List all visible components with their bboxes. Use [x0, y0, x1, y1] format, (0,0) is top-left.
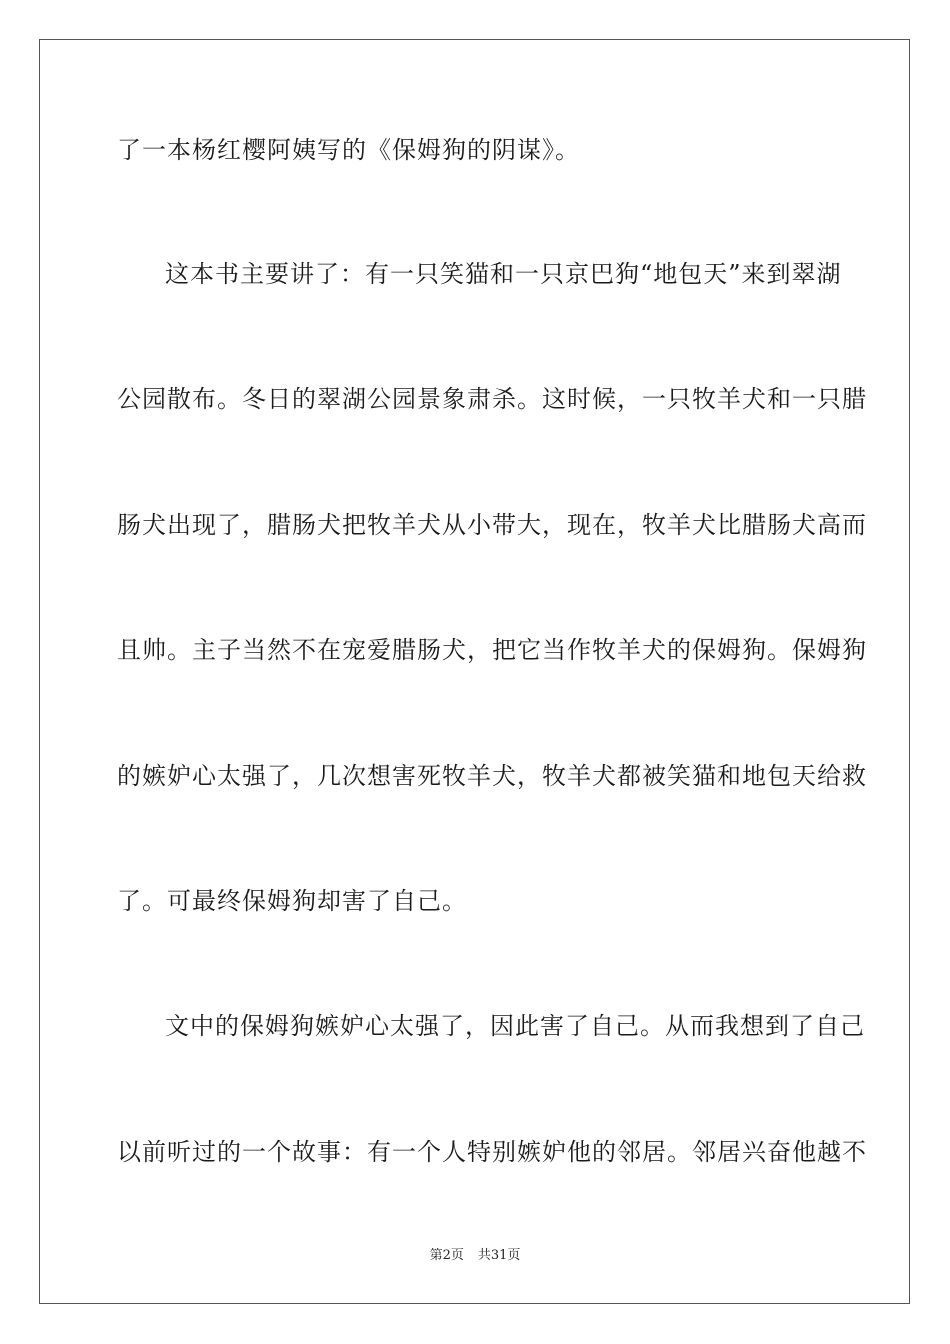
text-line: 且帅。主子当然不在宠爱腊肠犬，把它当作牧羊犬的保姆狗。保姆狗 [117, 636, 867, 664]
text-line: 公园散布。冬日的翠湖公园景象肃杀。这时候，一只牧羊犬和一只腊 [117, 385, 867, 413]
text-line: 的嫉妒心太强了，几次想害死牧羊犬，牧羊犬都被笑猫和地包天给救 [117, 762, 867, 790]
text-line: 肠犬出现了，腊肠犬把牧羊犬从小带大，现在，牧羊犬比腊肠犬高而 [117, 511, 867, 539]
page-footer [0, 1247, 950, 1265]
total-pages: 共31页 [477, 1248, 521, 1263]
text-line: 了。可最终保姆狗却害了自己。 [117, 887, 467, 915]
text-line: 以前听过的一个故事：有一个人特别嫉妒他的邻居。邻居兴奋他越不 [117, 1138, 867, 1166]
page-border [39, 39, 910, 1304]
paragraph-start-line: 文中的保姆狗嫉妒心太强了，因此害了自己。从而我想到了自己 [165, 1012, 865, 1040]
paragraph-start-line: 这本书主要讲了：有一只笑猫和一只京巴狗“地包天”来到翠湖 [165, 260, 842, 288]
page-number: 第2页 [429, 1248, 464, 1263]
text-line: 了一本杨红樱阿姨写的《保姆狗的阴谋》。 [117, 136, 580, 164]
